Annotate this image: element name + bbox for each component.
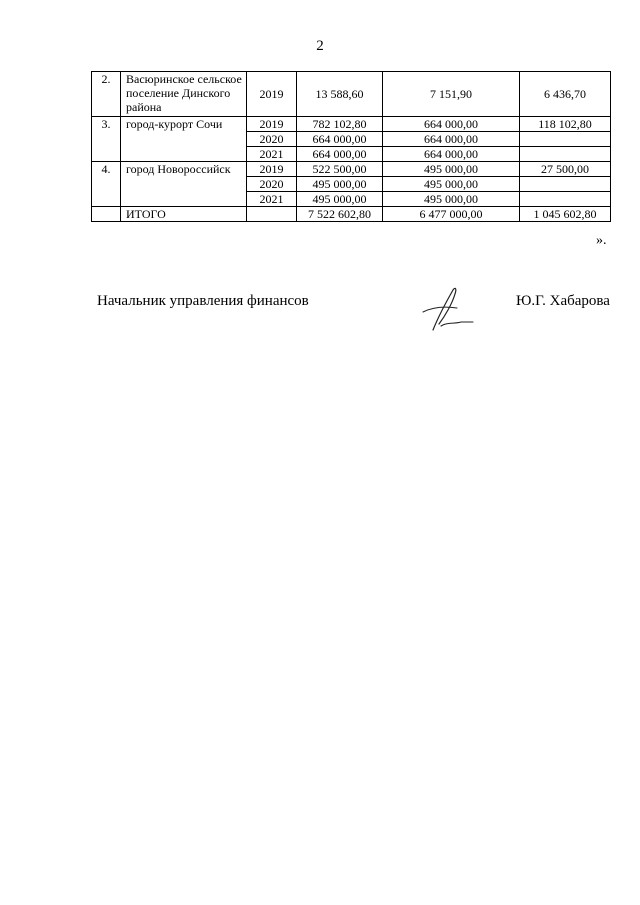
grand-col2-cell: 6 477 000,00 [383, 207, 520, 222]
row-index: 4. [92, 162, 121, 207]
year-cell: 2019 [247, 162, 297, 177]
col3-cell [520, 132, 611, 147]
row-index: 2. [92, 72, 121, 117]
col3-cell: 27 500,00 [520, 162, 611, 177]
year-cell: 2019 [247, 117, 297, 132]
total-year-cell [247, 207, 297, 222]
table-row [92, 117, 611, 132]
col3-cell: 118 102,80 [520, 117, 611, 132]
col3-cell [520, 192, 611, 207]
total-cell: 664 000,00 [297, 132, 383, 147]
municipality-name: город Новороссийск [121, 162, 247, 207]
total-row-index [92, 207, 121, 222]
closing-quote: ». [596, 233, 607, 248]
handwritten-signature [415, 286, 475, 334]
total-cell: 522 500,00 [297, 162, 383, 177]
table-row [92, 162, 611, 177]
col3-cell: 6 436,70 [520, 72, 611, 117]
municipality-name: город-курорт Сочи [121, 117, 247, 162]
col2-cell: 7 151,90 [383, 72, 520, 117]
year-cell: 2019 [247, 72, 297, 117]
row-index: 3. [92, 117, 121, 162]
page-number: 2 [316, 38, 324, 54]
table-row [92, 72, 611, 117]
col3-cell [520, 177, 611, 192]
year-cell: 2021 [247, 192, 297, 207]
signer-title: Начальник управления финансов [97, 293, 309, 309]
year-cell: 2021 [247, 147, 297, 162]
col2-cell: 664 000,00 [383, 132, 520, 147]
total-row [92, 207, 611, 222]
municipality-name: Васюринское сельское поселение Динского района [121, 72, 247, 117]
col2-cell: 664 000,00 [383, 117, 520, 132]
signer-name: Ю.Г. Хабарова [516, 293, 610, 309]
col2-cell: 664 000,00 [383, 147, 520, 162]
financing-table [91, 71, 611, 222]
total-cell: 13 588,60 [297, 72, 383, 117]
grand-col3-cell: 1 045 602,80 [520, 207, 611, 222]
col2-cell: 495 000,00 [383, 192, 520, 207]
col2-cell: 495 000,00 [383, 177, 520, 192]
col3-cell [520, 147, 611, 162]
total-label: ИТОГО [121, 207, 247, 222]
total-cell: 664 000,00 [297, 147, 383, 162]
year-cell: 2020 [247, 177, 297, 192]
col2-cell: 495 000,00 [383, 162, 520, 177]
total-cell: 495 000,00 [297, 177, 383, 192]
total-cell: 782 102,80 [297, 117, 383, 132]
year-cell: 2020 [247, 132, 297, 147]
total-cell: 495 000,00 [297, 192, 383, 207]
grand-total-cell: 7 522 602,80 [297, 207, 383, 222]
